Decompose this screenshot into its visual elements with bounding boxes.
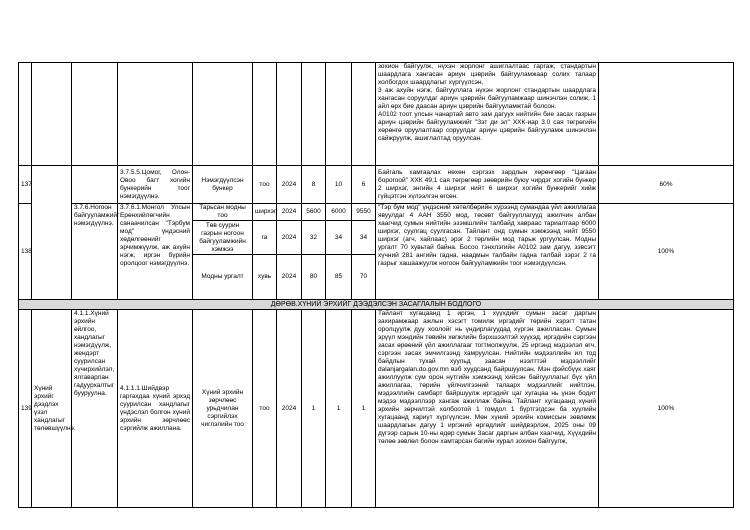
area-cell [32,63,72,166]
unit-cell: ширхэг [253,204,277,221]
description-cell: "Тэр бум мод" үндэсний хөтөлбөрийн хүрээнд сумандаа үйл ажиллагаа явуулдаг 4 ААН 3550 мод, төсөвт байгууллагууд ажилчин албан хаагчид сумын нийтийн эзэмшлийн талбайд хавраас тариалтаар 6000 ширхэг, суулгац суулгасан. Тайлант онд сумын хэмжээнд нийт 9550 ширхэг (агч, хайлаас) эрэг 2 төрлийн мод тарьж ургуулсан. Модны ургалт 70 хувьтай байна. Босоо тэнхлэгийн А0102 зам дагуу, зэвсэгт хүчний 281 ангийн гадна, наадмын талбайн гадна талбай зэрэг 2 га газрыг хашаажуулж ногоон байгууламжийн тоог нэмэгдүүлсэн. [376,204,599,300]
value-cell: 10 [326,166,352,204]
description-cell: зохион байгуулж, нүхэн жорлонг ашиглалтаас гаргаж, стандартын шаардлага хангасан ариун цэврийн байгууламжаар солих талаар холбогдох шаардлагыг хүргүүлсэн. 3 аж ахуйн нэгж, байгууллага нүхэн жорлонг стандартын шаардлага хангасан соруулдаг ариун цэврийн байгууламжаар шинэчлэн солиж, 1 айл өрх бие даасан ариун цэврийн байгууламжтай болсон. А0102 тоот улсын чанартай авто зам дагуух нийтийн бие засах газрын ариун цэврийн байгууламжийг "Зэт ди эл" ХХК-иар 3.0 сая төгрөгийн хөрөнгө оруулалтаар соруулдаг ариун цэврийн байгууламж шинэчлэн сайжруулж, ашиглалтад оруулсан. [376,63,599,166]
value-cell: 70 [352,255,376,300]
table-row [19,310,734,508]
row-number-cell [19,63,32,166]
value-cell: 80 [302,255,326,300]
row-number-cell: 138 [19,204,32,300]
goal-cell [72,63,118,166]
value-cell: 8 [302,166,326,204]
percent-cell [599,63,734,166]
value-cell: 6000 [326,204,352,221]
value-cell: 85 [326,255,352,300]
section-title: ДӨРӨВ.ХҮНИЙ ЭРХИЙГ ДЭЭДЭЛСЭН ЗАСАГЛАЛЫН БОДЛОГО [19,300,734,310]
value-cell: 32 [302,221,326,255]
section-header-row [19,300,734,310]
goal-cell: 4.1.1.Хүний эрхийн өйлгоо, хандлагыг нэмэгдүүлж, жендэрт суурилсан хүчирхийлэл, ялгаварлан гадуурхалтыг бууруулна. [72,310,118,508]
year-cell [277,63,302,166]
value-cell: 1 [352,310,376,508]
percent-cell: 100% [599,204,734,300]
year-cell: 2024 [277,204,302,221]
table-row [19,63,734,166]
area-cell: Хүний эрхийг дээдлэх үзэл хандлагыг төлөвшүүлнэ. [32,310,72,508]
indicator-cell: Төв суурин газрын ногоон байгууламжийн хэмжээ [193,221,253,255]
percent-cell: 60% [599,166,734,204]
report-table [18,62,734,508]
unit-cell [253,63,277,166]
indicator-cell: Модны ургалт [193,255,253,300]
table-row [19,204,734,221]
goal-cell: 3.7.6.Ногоон байгууламжийг нэмэгдүүлнэ. [72,204,118,300]
unit-cell: тоо [253,310,277,508]
value-cell: 1 [326,310,352,508]
percent-cell: 100% [599,310,734,508]
area-cell [32,166,72,300]
activity-cell [118,63,193,166]
row-number-cell: 137 [19,166,32,204]
unit-cell: га [253,221,277,255]
value-cell: 9550 [352,204,376,221]
value-cell [352,63,376,166]
unit-cell: хувь [253,255,277,300]
activity-cell: 3.7.5.5.Цомог, Олон-Овоо багт хогийн бункерийн тоог нэмэгдүүлнэ. [118,166,193,204]
description-cell: Байгаль хамгаалах нөхөн сэргээх зардлын хөрөнгөөр "Цагаан борогоой" ХХК 49,1 сая төгрөгөөр зөөврийн буюу чирдэг хогийн бункер 2 ширхэг, энгийн 4 ширхэг нийт 6 ширхэг хогийн бункерийг хийж гүйцэтгэн хүлээлгэн өгсөн. [376,166,599,204]
year-cell: 2024 [277,166,302,204]
value-cell [326,63,352,166]
value-cell: 1 [302,310,326,508]
activity-cell: 3.7.6.1.Монгол Улсын Ерөнхийлөгчийн санаачилсан "Тэрбум мод" үндэсний хөдөлгөөнийг эрчимжүүлж, аж ахуйн нэгж, иргэн бүрийн оролцоог нэмэгдүүлнэ. [118,204,193,300]
year-cell: 2024 [277,255,302,300]
activity-cell: 4.1.1.1.Шийдвэр гаргахдаа хүний эрхэд суурилсан хандлагыг үндэслэл болгон хүний эрхийн зөрчлөөс сэргийлж ажиллана. [118,310,193,508]
table-row [19,166,734,204]
unit-cell: тоо [253,166,277,204]
year-cell: 2024 [277,310,302,508]
row-number-cell: 139 [19,310,32,508]
value-cell: 6 [352,166,376,204]
goal-cell [72,166,118,204]
value-cell: 34 [352,221,376,255]
value-cell: 5600 [302,204,326,221]
indicator-cell [193,63,253,166]
value-cell: 34 [326,221,352,255]
indicator-cell: Тарьсан модны тоо [193,204,253,221]
indicator-cell: Хүний эрхийн зөрчлөөс урьдчилан сэргийлэх чиглэлийн тоо [193,310,253,508]
year-cell: 2024 [277,221,302,255]
value-cell [302,63,326,166]
description-cell: Тайлант хугацаанд 1 иргэн, 1 хүүхдийг сумын засаг даргын захирамжаар ажлын хэсэгт томилж иргэдийг төрийн хэрэгт татан оролцуулж дуу хоолойг нь үндирлагуудад хүргэн ажилласан. Сумын эрүүл мэндийн төвийн хөгжлийн бэрхшээлтэй хүүхэд, иргэдийн сэргээн засах өрөөний үйл ажиллагааг тогтмолжуулж, 25 иргэнд мэдээлэл өгч, сэргээн засах эмчилгээнд хамруулсан. Нийтийн мэдээллийн ил тод байдлын тухай хуульд заасан нээлттэй мэдээллийг dalanjargalan.do.gov.mn вэб хуудсанд байршуулсан. Мэн фэйсбүүк хаяг ажиллуулж сум орон нутгийн хэмжээнд хийсэн байгууллагыг бүх үйл ажиллагаа, төрийн үйлчилгээний талаарх мэдээллийг нийтлэн, мэдээллийн самбарт байршуулж иргэдийг цаг хугацаа нь үнэн бодит мэдээ мэдээллээр хангаж ажиллаж байна. Тайлант хугацаанд хүний эрхийн зөрчилтэй холбоотой 1 гомдол 1 бүртгэгдсэн ба хуулийн хугацаанд хариут хүргүүлсэн. Мөн хүний эрхийн комиссын зөвлөмж шаардлагын дагуу 1 иргэний өргөдлийг шийдвэрлэж, 2025 оны 09 дүгээр сарын 10-ны өдөр сумын Засаг даргын албан хаагчид, Хүүхдийн төлөө зөвлөл болон хамтарсан багийн хурал зохион байгуулж, [376,310,599,508]
indicator-cell: Нэмэгдүүлсэн бункер [193,166,253,204]
